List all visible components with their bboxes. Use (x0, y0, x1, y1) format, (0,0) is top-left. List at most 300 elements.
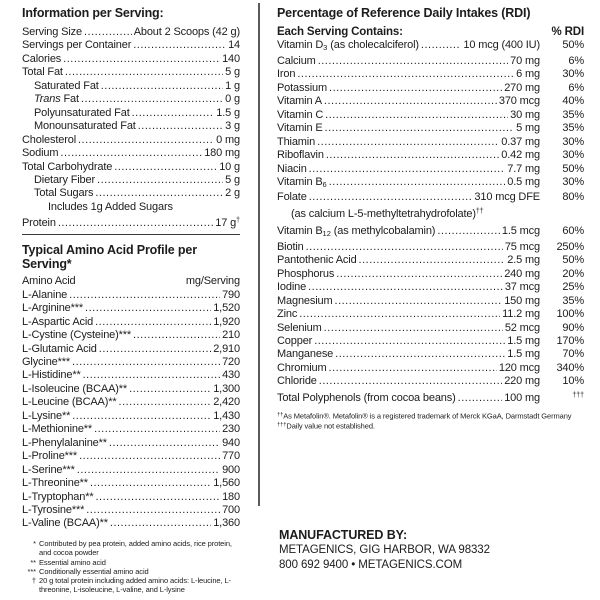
dotted-leader (63, 53, 220, 66)
footnote-text: Contributed by pea protein, added amino acids, rice protein, and cocoa powder (39, 538, 232, 558)
information-title: Information per Serving: (22, 6, 164, 20)
nutrient-value: 1,560 (213, 477, 240, 490)
nutrient-value: 150 mg (504, 294, 540, 307)
dotted-leader (132, 107, 215, 120)
rdi-row (277, 225, 584, 240)
nutrient-value: 220 mg (504, 375, 540, 388)
dotted-leader (65, 66, 223, 79)
dotted-leader (97, 174, 223, 187)
footnote-text: As Metafolin®. Metafolin® is a registered trademark of Merck KGaA, Darmstadt Germany (283, 411, 572, 421)
amino-acid-row (22, 423, 240, 436)
dotted-leader (94, 423, 220, 436)
manufacturer-phone-web: 800 692 9400 • METAGENICS.COM (279, 559, 463, 571)
rdi-percent: 70% (562, 348, 584, 361)
amino-acid-header-row (22, 275, 240, 288)
amino-acid-row (22, 477, 240, 490)
dotted-leader (297, 68, 514, 81)
label-part: Trans (34, 93, 61, 106)
nutrient-label: Niacin (277, 162, 307, 175)
nutrient-value: 700 (222, 504, 240, 516)
rdi-row (277, 39, 584, 54)
nutrient-value: About 2 Scoops (42 g) (133, 26, 240, 38)
nutrient-value: 52 mcg (504, 321, 540, 334)
manufacturer-block (279, 528, 490, 573)
nutrient-value: 770 (222, 450, 240, 463)
nutrient-label: Glycine*** (22, 356, 71, 369)
nutrient-value: 30 mg (510, 108, 540, 121)
nutrition-row (22, 201, 240, 214)
nutrition-row (22, 53, 240, 66)
nutrient-value: 1,300 (213, 382, 240, 395)
label-part: Vitamin B (277, 175, 323, 188)
nutrient-value: 210 (222, 329, 240, 342)
rdi-row (277, 335, 584, 348)
nutrient-value: 1.5 mcg (501, 225, 540, 238)
amino-acid-row (22, 464, 240, 477)
nutrient-label: Pantothenic Acid (277, 254, 357, 267)
label-part: Fat (60, 93, 79, 106)
rdi-percent: 170% (556, 334, 584, 347)
dotted-leader (86, 504, 220, 517)
nutrition-row (22, 161, 240, 174)
nutrient-value: 430 (222, 369, 240, 382)
nutrient-label: Cholesterol (22, 133, 76, 146)
percent-footnote-marker: ††† (572, 391, 584, 399)
label-part: †† (475, 207, 484, 215)
section-divider (22, 234, 240, 236)
nutrient-label: Dietary Fiber (34, 173, 96, 186)
nutrient-value: 1 g (225, 79, 240, 92)
rdi-row (277, 389, 584, 405)
amino-acid-row (22, 450, 240, 463)
rdi-row (277, 295, 584, 308)
footnote (22, 576, 240, 595)
rdi-percent: 6% (568, 81, 584, 94)
nutrient-label: Manganese (277, 348, 334, 361)
nutrient-label (277, 176, 327, 191)
nutrition-row (22, 120, 240, 133)
dotted-leader (458, 392, 503, 405)
dotted-leader (95, 491, 220, 504)
nutrient-label: L-Alanine (22, 288, 68, 301)
nutrient-value: 1,520 (213, 302, 240, 315)
nutrient-value: 0 g (225, 93, 240, 106)
rdi-percent: 50% (562, 39, 584, 52)
label-part: Vitamin B (277, 225, 323, 238)
amino-acid-list (22, 289, 240, 531)
amino-acid-row (22, 383, 240, 396)
amino-acid-row (22, 343, 240, 356)
nutrient-value: 720 (222, 356, 240, 369)
rdi-row (277, 322, 584, 335)
nutrient-value: 310 mcg DFE (474, 191, 540, 204)
nutrient-value: 0.37 mg (501, 135, 540, 148)
dotted-leader (359, 254, 506, 267)
percent-rdi-column-header: % RDI (551, 26, 584, 38)
dotted-leader (299, 308, 500, 321)
dotted-leader (326, 149, 499, 162)
nutrient-label: L-Phenylalanine** (22, 436, 107, 449)
nutrient-value: 3 g (225, 120, 240, 133)
nutrient-value: 180 mg (204, 147, 240, 160)
nutrient-label: L-Serine*** (22, 463, 75, 476)
footnote (22, 558, 240, 567)
rdi-row (277, 55, 584, 68)
nutrient-label: Protein (22, 217, 56, 230)
nutrient-label: L-Histidine** (22, 369, 81, 382)
nutrition-facts-list (22, 26, 240, 231)
dotted-leader (324, 322, 503, 335)
rdi-percent (540, 389, 584, 405)
nutrient-label (277, 225, 435, 240)
nutrient-label: L-Isoleucine (BCAA)** (22, 382, 128, 395)
nutrient-value: 0.42 mg (501, 149, 540, 162)
nutrient-label: Vitamin A (277, 95, 322, 108)
rdi-percent: 90% (562, 321, 584, 334)
nutrient-value: 2 g (225, 187, 240, 200)
dotted-leader (99, 343, 211, 356)
rdi-percent: 30% (562, 68, 584, 81)
nutrient-value: 10 g (219, 160, 240, 173)
amino-acid-row (22, 504, 240, 517)
rdi-row (277, 109, 584, 122)
nutrient-label: L-Tryptophan** (22, 490, 94, 503)
footnote-marker: ††† (277, 422, 287, 429)
nutrient-label: Vitamin C (277, 108, 324, 121)
rdi-percent: 30% (562, 175, 584, 188)
nutrient-value: 230 (222, 423, 240, 436)
dotted-leader (336, 268, 502, 281)
rdi-footnote (277, 411, 584, 421)
amino-acid-row (22, 437, 240, 450)
nutrition-row (22, 214, 240, 230)
rdi-percent: 35% (562, 294, 584, 307)
nutrient-label: Selenium (277, 321, 322, 334)
amino-acid-row (22, 316, 240, 329)
nutrient-value: 75 mcg (504, 240, 540, 253)
nutrient-label: Total Carbohydrate (22, 160, 113, 173)
rdi-footnote (277, 421, 584, 431)
rdi-row (277, 241, 584, 254)
nutrient-value: 240 mg (504, 267, 540, 280)
nutrient-label: Includes 1g Added Sugars (48, 200, 173, 213)
nutrient-label: L-Arginine*** (22, 302, 84, 315)
nutrient-value: 940 (222, 436, 240, 449)
nutrient-value: 10 mcg (400 IU) (463, 39, 540, 52)
nutrient-label: Riboflavin (277, 149, 324, 162)
rdi-percent: 100% (556, 308, 584, 321)
nutrient-value: 140 (222, 52, 240, 65)
label-part: (as methylcobalamin) (330, 225, 436, 238)
dotted-leader (138, 120, 223, 133)
nutrient-label: L-Cystine (Cysteine)*** (22, 329, 132, 342)
nutrient-value: 2.5 mg (507, 254, 540, 267)
rdi-row (277, 254, 584, 267)
nutrient-label: Iodine (277, 281, 307, 294)
dotted-leader (308, 281, 503, 294)
nutrition-row (22, 39, 240, 52)
rdi-row (277, 136, 584, 149)
dotted-leader (72, 356, 220, 369)
rdi-row (277, 268, 584, 281)
nutrient-value: 180 (222, 490, 240, 503)
nutrient-value: 11.2 mg (502, 308, 540, 321)
dotted-leader (78, 134, 214, 147)
nutrient-value: 5 mg (516, 122, 540, 135)
nutrient-value: 1.5 g (216, 106, 240, 119)
nutrient-value: 17 g† (215, 217, 240, 230)
footnote-text: Daily value not established. (286, 421, 375, 431)
value-footnote-marker: † (236, 217, 240, 225)
nutrition-row (22, 174, 240, 187)
nutrition-row (22, 134, 240, 147)
footnote (22, 567, 240, 576)
rdi-title: Percentage of Reference Daily Intakes (RDI) (277, 6, 531, 20)
nutrient-value: 5 g (225, 66, 240, 79)
label-part: (as calcium L-5-methyltetrahydrofolate) (291, 207, 476, 220)
rdi-percent: 80% (562, 191, 584, 204)
dotted-leader (84, 26, 132, 39)
nutrient-label: L-Methionine** (22, 423, 93, 436)
nutrient-value: 1,360 (213, 517, 240, 530)
dotted-leader (309, 163, 506, 176)
dotted-leader (317, 136, 499, 149)
dotted-leader (72, 410, 211, 423)
nutrition-row (22, 80, 240, 93)
rdi-percent: 30% (562, 149, 584, 162)
dotted-leader (90, 477, 211, 490)
amino-acid-column-header: Amino Acid (22, 275, 76, 288)
nutrient-label: Zinc (277, 308, 298, 321)
nutrient-label: Chromium (277, 361, 327, 374)
dotted-leader (69, 289, 220, 302)
rdi-percent: 250% (556, 240, 584, 253)
dotted-leader (60, 147, 202, 160)
rdi-percent: 50% (562, 254, 584, 267)
information-per-serving-panel (22, 6, 240, 595)
nutrient-label: Potassium (277, 81, 328, 94)
dotted-leader (306, 241, 503, 254)
dotted-leader (335, 295, 503, 308)
vertical-divider (258, 3, 260, 506)
amino-acid-row (22, 356, 240, 369)
rdi-row (277, 191, 584, 204)
rdi-row (277, 163, 584, 176)
nutrition-row (22, 187, 240, 200)
rdi-row (277, 68, 584, 81)
nutrition-row (22, 66, 240, 79)
nutrient-value: 6 mg (516, 68, 540, 81)
nutrient-value: 100 mg (504, 391, 540, 404)
dotted-leader (309, 191, 473, 204)
nutrient-label: L-Tyrosine*** (22, 504, 85, 516)
dotted-leader (79, 450, 220, 463)
rdi-list (277, 39, 584, 405)
footnote-text: 20 g total protein including added amino acids: L-leucine, L-threonine, L-isoleucine, L-valine, and L-lysine (39, 576, 231, 595)
nutrient-label: Total Sugars (34, 187, 94, 200)
nutrient-label: Thiamin (277, 135, 316, 148)
dotted-leader (329, 82, 502, 95)
label-part: (as cholecalciferol) (327, 39, 419, 52)
dotted-leader (133, 329, 220, 342)
amino-acid-row (22, 396, 240, 409)
rdi-row (277, 149, 584, 162)
rdi-percent: 20% (562, 267, 584, 280)
nutrient-value: 5 g (225, 173, 240, 186)
nutrition-row (22, 93, 240, 106)
footnote-marker: † (31, 576, 36, 586)
nutrient-value: 7.7 mg (507, 162, 540, 175)
dotted-leader (318, 55, 508, 68)
rdi-row (277, 205, 584, 221)
dotted-leader (319, 375, 502, 388)
nutrient-value: 0.5 mg (507, 175, 540, 188)
rdi-row (277, 348, 584, 361)
nutrient-label: Chloride (277, 375, 317, 388)
footnote-marker: †† (277, 412, 284, 419)
label-part: Vitamin D (277, 39, 324, 52)
dotted-leader (85, 302, 211, 315)
amino-footnotes (22, 539, 240, 595)
rdi-percent: 35% (562, 108, 584, 121)
dotted-leader (421, 39, 461, 52)
nutrient-label: Calories (22, 52, 62, 65)
amino-acid-title: Typical Amino Acid Profile per Serving* (22, 243, 197, 272)
nutrient-label: Total Fat (22, 66, 63, 79)
footnote-marker: * (33, 538, 36, 548)
dotted-leader (324, 95, 497, 108)
nutrient-value: 270 mg (504, 81, 540, 94)
footnote (22, 539, 240, 558)
nutrient-value: 1,430 (213, 409, 240, 422)
dotted-leader (114, 161, 217, 174)
amino-acid-row (22, 410, 240, 423)
dotted-leader (119, 396, 212, 409)
footnote-text: Conditionally essential amino acid (39, 566, 149, 576)
dotted-leader (101, 80, 223, 93)
rdi-row (277, 281, 584, 294)
nutrient-label (277, 39, 419, 54)
nutrient-value: 70 mg (510, 54, 540, 67)
amino-acid-row (22, 289, 240, 302)
dotted-leader (329, 362, 497, 375)
nutrient-value: 1.5 mg (507, 334, 540, 347)
nutrition-row (22, 147, 240, 160)
amino-acid-row (22, 369, 240, 382)
rdi-row (277, 375, 584, 388)
dotted-leader (95, 316, 211, 329)
nutrient-value: 790 (222, 288, 240, 301)
dotted-leader (109, 437, 220, 450)
dotted-leader (325, 122, 515, 135)
nutrient-label: Monounsaturated Fat (34, 120, 136, 133)
nutrient-label: Total Polyphenols (from cocoa beans) (277, 391, 456, 404)
nutrient-value: 37 mcg (504, 281, 540, 294)
dotted-leader (329, 176, 506, 189)
dotted-leader (81, 93, 223, 106)
rdi-panel (277, 6, 584, 431)
nutrient-label: Copper (277, 334, 313, 347)
amino-acid-row (22, 302, 240, 315)
nutrient-label: Biotin (277, 240, 304, 253)
nutrient-label: Serving Size (22, 26, 82, 38)
dotted-leader (95, 187, 223, 200)
rdi-percent: 40% (562, 95, 584, 108)
dotted-leader (83, 369, 221, 382)
nutrient-value: 120 mcg (498, 361, 540, 374)
dotted-leader (133, 39, 226, 52)
nutrient-label: Servings per Container (22, 39, 132, 52)
nutrient-label: L-Aspartic Acid (22, 315, 94, 328)
rdi-percent: 30% (562, 135, 584, 148)
amino-acid-row (22, 491, 240, 504)
nutrient-label: L-Leucine (BCAA)** (22, 396, 117, 409)
nutrient-label: L-Proline*** (22, 450, 78, 463)
nutrient-label: Phosphorus (277, 267, 335, 280)
rdi-row (277, 82, 584, 95)
nutrient-value: 370 mcg (498, 95, 540, 108)
rdi-row (277, 362, 584, 375)
each-serving-contains-label: Each Serving Contains: (277, 26, 403, 38)
label-part: 3 (323, 43, 328, 53)
rdi-percent: 60% (562, 225, 584, 238)
nutrient-value: 0 mg (216, 133, 240, 146)
mg-serving-column-header: mg/Serving (185, 275, 240, 288)
label-part: 12 (322, 229, 331, 239)
nutrient-value: 14 (228, 39, 240, 52)
nutrient-label: Sodium (22, 147, 59, 160)
nutrient-label: Folate (277, 191, 307, 204)
rdi-footnotes (277, 411, 584, 431)
nutrient-label: Calcium (277, 54, 316, 67)
manufacturer-address: METAGENICS, GIG HARBOR, WA 98332 (279, 544, 490, 556)
rdi-row (277, 308, 584, 321)
nutrient-label: L-Valine (BCAA)** (22, 517, 108, 530)
nutrient-label: Saturated Fat (34, 79, 99, 92)
nutrient-label: Magnesium (277, 294, 333, 307)
nutrient-label: L-Threonine** (22, 477, 88, 490)
nutrition-row (22, 26, 240, 39)
nutrient-value: 1.5 mg (507, 348, 540, 361)
rdi-row (277, 176, 584, 191)
amino-acid-row (22, 329, 240, 342)
nutrient-value: 1,920 (213, 315, 240, 328)
nutrient-value: 2,910 (213, 342, 240, 355)
footnote-marker: ** (30, 557, 36, 567)
footnote-text: Essential amino acid (39, 557, 106, 567)
rdi-percent: 340% (556, 361, 584, 374)
nutrient-label (291, 205, 484, 221)
nutrient-label (34, 93, 79, 106)
nutrient-label: L-Glutamic Acid (22, 342, 97, 355)
nutrient-label: Polyunsaturated Fat (34, 106, 130, 119)
rdi-percent: 6% (568, 54, 584, 67)
nutrition-row (22, 107, 240, 120)
dotted-leader (437, 225, 500, 238)
label-part: 6 (322, 179, 327, 189)
nutrient-label: Vitamin E (277, 122, 323, 135)
footnote-marker: *** (27, 566, 36, 576)
nutrient-value: 2,420 (213, 396, 240, 409)
manufactured-by-heading: MANUFACTURED BY: (279, 528, 408, 542)
rdi-header-row (277, 26, 584, 39)
rdi-row (277, 95, 584, 108)
nutrient-label: Iron (277, 68, 296, 81)
dotted-leader (110, 517, 211, 530)
rdi-percent: 25% (562, 281, 584, 294)
nutrient-label: L-Lysine** (22, 409, 71, 422)
amino-acid-row (22, 517, 240, 530)
